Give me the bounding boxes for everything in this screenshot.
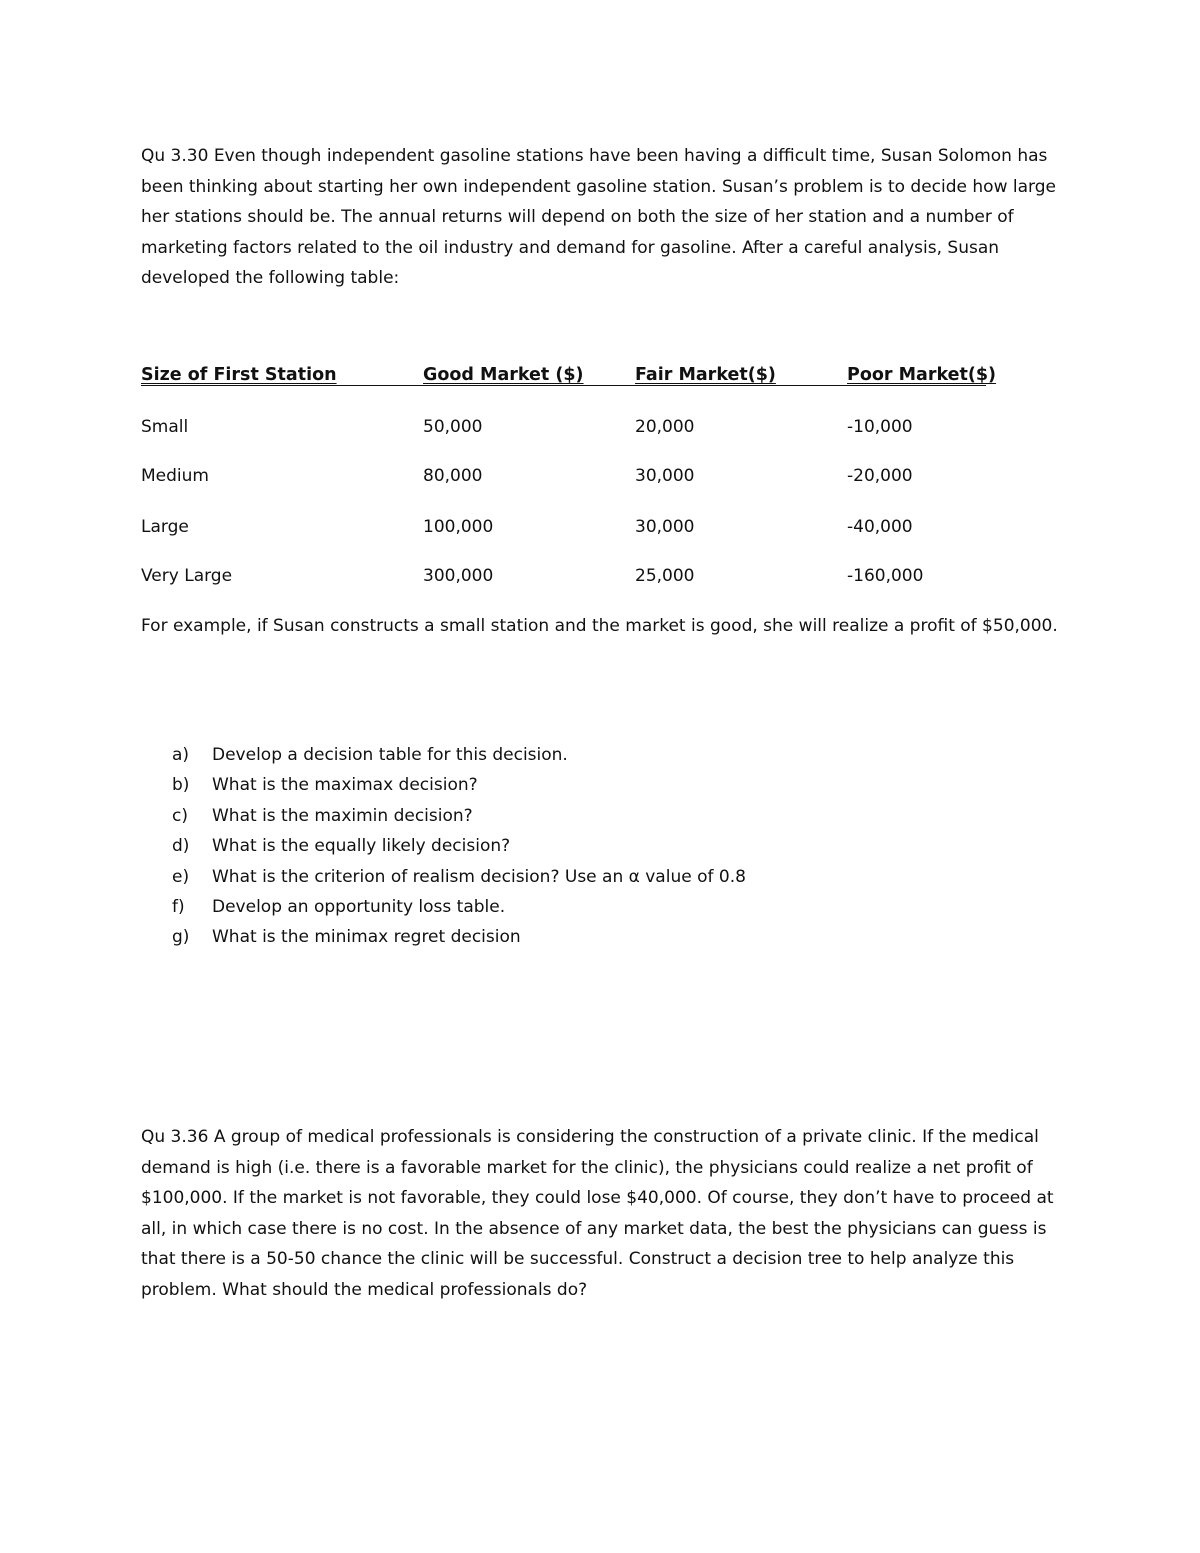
list-item <box>172 744 746 774</box>
table-cell: 20,000 <box>635 417 695 437</box>
table-cell: 100,000 <box>423 517 494 537</box>
list-item-text: Develop an opportunity loss table. <box>212 896 506 917</box>
list-item-text: What is the minimax regret decision <box>212 927 521 948</box>
list-item-text: What is the criterion of realism decision? Use an α value of 0.8 <box>212 866 746 887</box>
list-item-text: What is the maximax decision? <box>212 775 478 796</box>
table-header-rule <box>141 385 986 386</box>
list-item-letter: e) <box>172 866 190 887</box>
table-cell: 30,000 <box>635 517 695 537</box>
table-header-poor-market: Poor Market($) <box>847 365 997 385</box>
list-item <box>172 835 746 865</box>
example-paragraph: For example, if Susan constructs a small station and the market is good, she will realize a profit of $50,000. <box>141 616 1058 636</box>
table-cell: 25,000 <box>635 566 695 586</box>
table-cell: -10,000 <box>847 417 913 437</box>
table-cell: -40,000 <box>847 517 913 537</box>
table-cell: 50,000 <box>423 417 483 437</box>
list-item <box>172 805 746 835</box>
table-cell: Very Large <box>141 566 233 586</box>
list-item <box>172 896 746 926</box>
question-3-36-paragraph: Qu 3.36 A group of medical professionals is considering the construction of a private clinic. If the medical demand is high (i.e. there is a favorable market for the clinic), the physicians could realize a net profit of $100,000. If the market is not favorable, they could lose $40,000. Of course, they don’t have to proceed at all, in which case there is no cost. In the absence of any market data, the best the physicians can guess is that there is a 50-50 chance the clinic will be successful. Construct a decision tree to help analyze this problem. What should the medical professionals do? <box>141 1127 1054 1300</box>
table-header-good-market: Good Market ($) <box>423 365 584 385</box>
list-item-letter: b) <box>172 775 190 796</box>
list-item <box>172 774 746 804</box>
list-item-text: Develop a decision table for this decision. <box>212 745 568 765</box>
list-item <box>172 866 746 896</box>
table-cell: -20,000 <box>847 466 913 486</box>
table-cell: 30,000 <box>635 466 695 486</box>
table-cell: Medium <box>141 466 209 486</box>
list-item-letter: g) <box>172 927 190 948</box>
list-item <box>172 926 746 956</box>
table-cell: Large <box>141 517 189 537</box>
list-item-text: What is the maximin decision? <box>212 805 473 826</box>
table-cell: Small <box>141 417 189 437</box>
table-cell: 300,000 <box>423 566 494 586</box>
list-item-letter: c) <box>172 805 188 826</box>
list-item-letter: d) <box>172 836 190 857</box>
table-cell: -160,000 <box>847 566 924 586</box>
table-cell: 80,000 <box>423 466 483 486</box>
sub-question-list <box>172 744 746 957</box>
list-item-text: What is the equally likely decision? <box>212 836 511 857</box>
table-header-fair-market: Fair Market($) <box>635 365 776 385</box>
list-item-letter: a) <box>172 745 190 765</box>
table-header-size: Size of First Station <box>141 365 337 385</box>
question-3-30-paragraph: Qu 3.30 Even though independent gasoline stations have been having a difficult time, Susan Solomon has been thinking about starting her own independent gasoline station. Susan’s problem is to decide how large her stations should be. The annual returns will depend on both the size of her station and a number of marketing factors related to the oil industry and demand for gasoline. After a careful analysis, Susan developed the following table: <box>141 146 1056 288</box>
list-item-letter: f) <box>172 896 185 917</box>
